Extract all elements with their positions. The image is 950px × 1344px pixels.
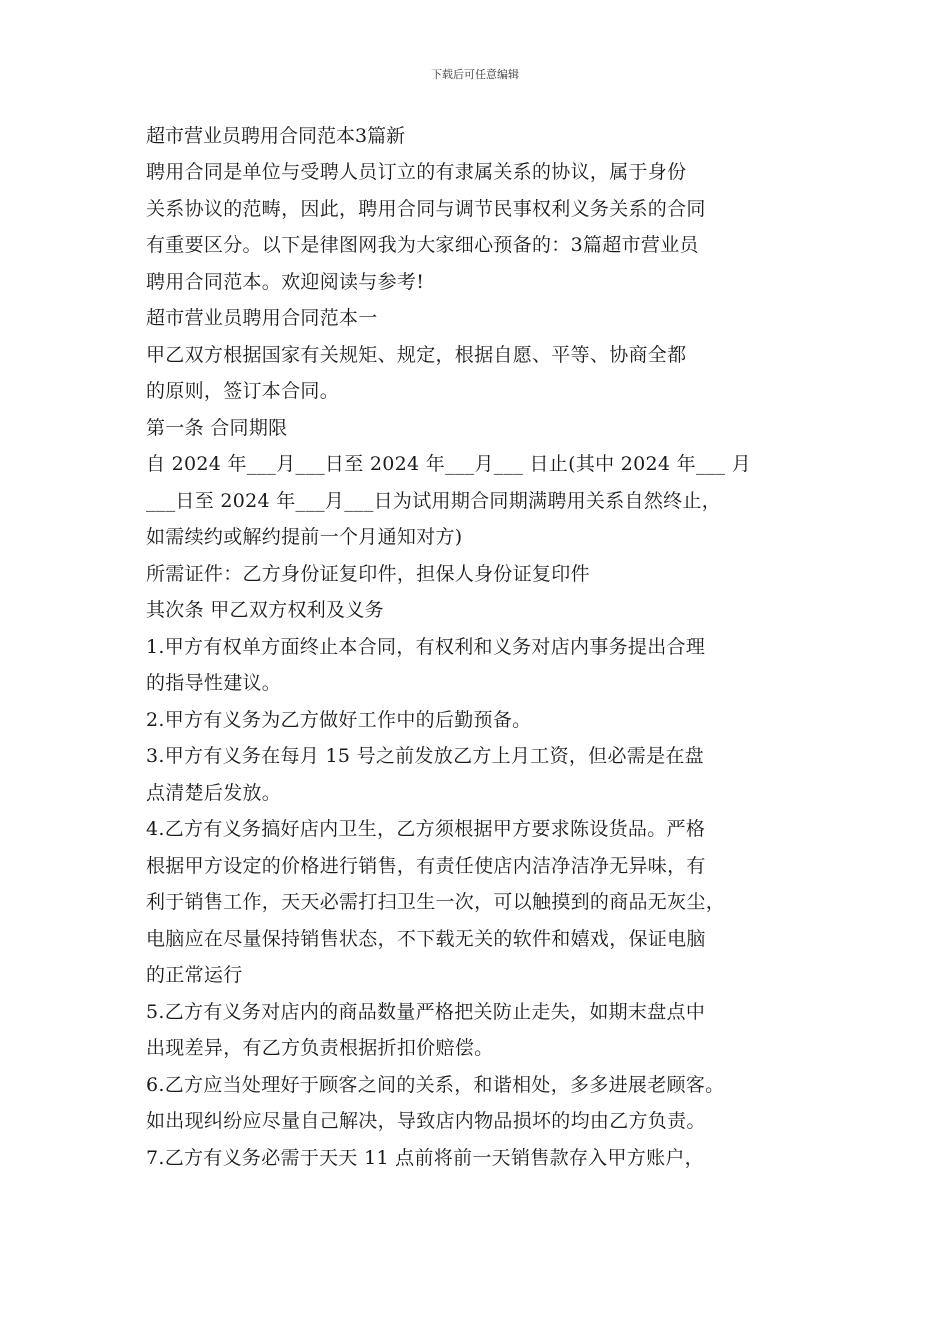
text-line: 自 2024 年___月___日至 2024 年___月___ 日止(其中 2024 年___ 月 bbox=[146, 453, 751, 475]
text-line: 有重要区分。以下是律图网我为大家细心预备的：3篇超市营业员 bbox=[146, 234, 699, 256]
text-line: 1.甲方有权单方面终止本合同，有权利和义务对店内事务提出合理 bbox=[146, 635, 706, 658]
text-line: 的原则，签订本合同。 bbox=[146, 380, 340, 402]
text-line: 关系协议的范畴，因此，聘用合同与调节民事权利义务关系的合同 bbox=[146, 197, 706, 220]
text-line: 5.乙方有义务对店内的商品数量严格把关防止走失，如期末盘点中 bbox=[146, 1000, 706, 1023]
text-line: 6.乙方应当处理好于顾客之间的关系，和谐相处，多多进展老顾客。 bbox=[146, 1073, 725, 1096]
text-line: 聘用合同范本。欢迎阅读与参考! bbox=[146, 270, 425, 293]
text-line: 所需证件：乙方身份证复印件，担保人身份证复印件 bbox=[146, 562, 590, 585]
text-line: 利于销售工作，天天必需打扫卫生一次，可以触摸到的商品无灰尘， bbox=[146, 891, 726, 913]
clause-heading: 其次条 甲乙双方权利及义务 bbox=[146, 599, 384, 621]
text-line: 3.甲方有义务在每月 15 号之前发放乙方上月工资，但必需是在盘 bbox=[146, 745, 704, 767]
text-line: 根据甲方设定的价格进行销售，有责任使店内洁净洁净无异味，有 bbox=[146, 854, 706, 877]
text-line: 2.甲方有义务为乙方做好工作中的后勤预备。 bbox=[146, 708, 532, 731]
text-line: 甲乙双方根据国家有关规矩、规定，根据自愿、平等、协商全都 bbox=[146, 343, 687, 366]
text-line: 点清楚后发放。 bbox=[146, 781, 282, 804]
document-title: 超市营业员聘用合同范本3篇新 bbox=[146, 125, 406, 147]
page-header: 下载后可任意编辑 bbox=[431, 68, 519, 81]
text-line: 如需续约或解约提前一个月通知对方) bbox=[146, 526, 463, 548]
text-line: 的正常运行 bbox=[146, 964, 243, 986]
text-line: 出现差异，有乙方负责根据折扣价赔偿。 bbox=[146, 1037, 494, 1059]
text-line: 电脑应在尽量保持销售状态，不下载无关的软件和嬉戏，保证电脑 bbox=[146, 927, 706, 950]
text-line: ___日至 2024 年___月___日为试用期合同期满聘用关系自然终止， bbox=[146, 489, 722, 512]
clause-heading: 第一条 合同期限 bbox=[146, 416, 288, 439]
text-line: 4.乙方有义务搞好店内卫生，乙方须根据甲方要求陈设货品。严格 bbox=[146, 818, 706, 840]
text-line: 7.乙方有义务必需于天天 11 点前将前一天销售款存入甲方账户， bbox=[146, 1146, 704, 1169]
text-line: 的指导性建议。 bbox=[146, 672, 282, 694]
section-heading: 超市营业员聘用合同范本一 bbox=[146, 307, 378, 329]
text-line: 聘用合同是单位与受聘人员订立的有隶属关系的协议，属于身份 bbox=[146, 161, 687, 183]
text-line: 如出现纠纷应尽量自己解决，导致店内物品损坏的均由乙方负责。 bbox=[146, 1110, 706, 1132]
document-body bbox=[146, 118, 826, 1176]
document-text bbox=[146, 154, 826, 1176]
